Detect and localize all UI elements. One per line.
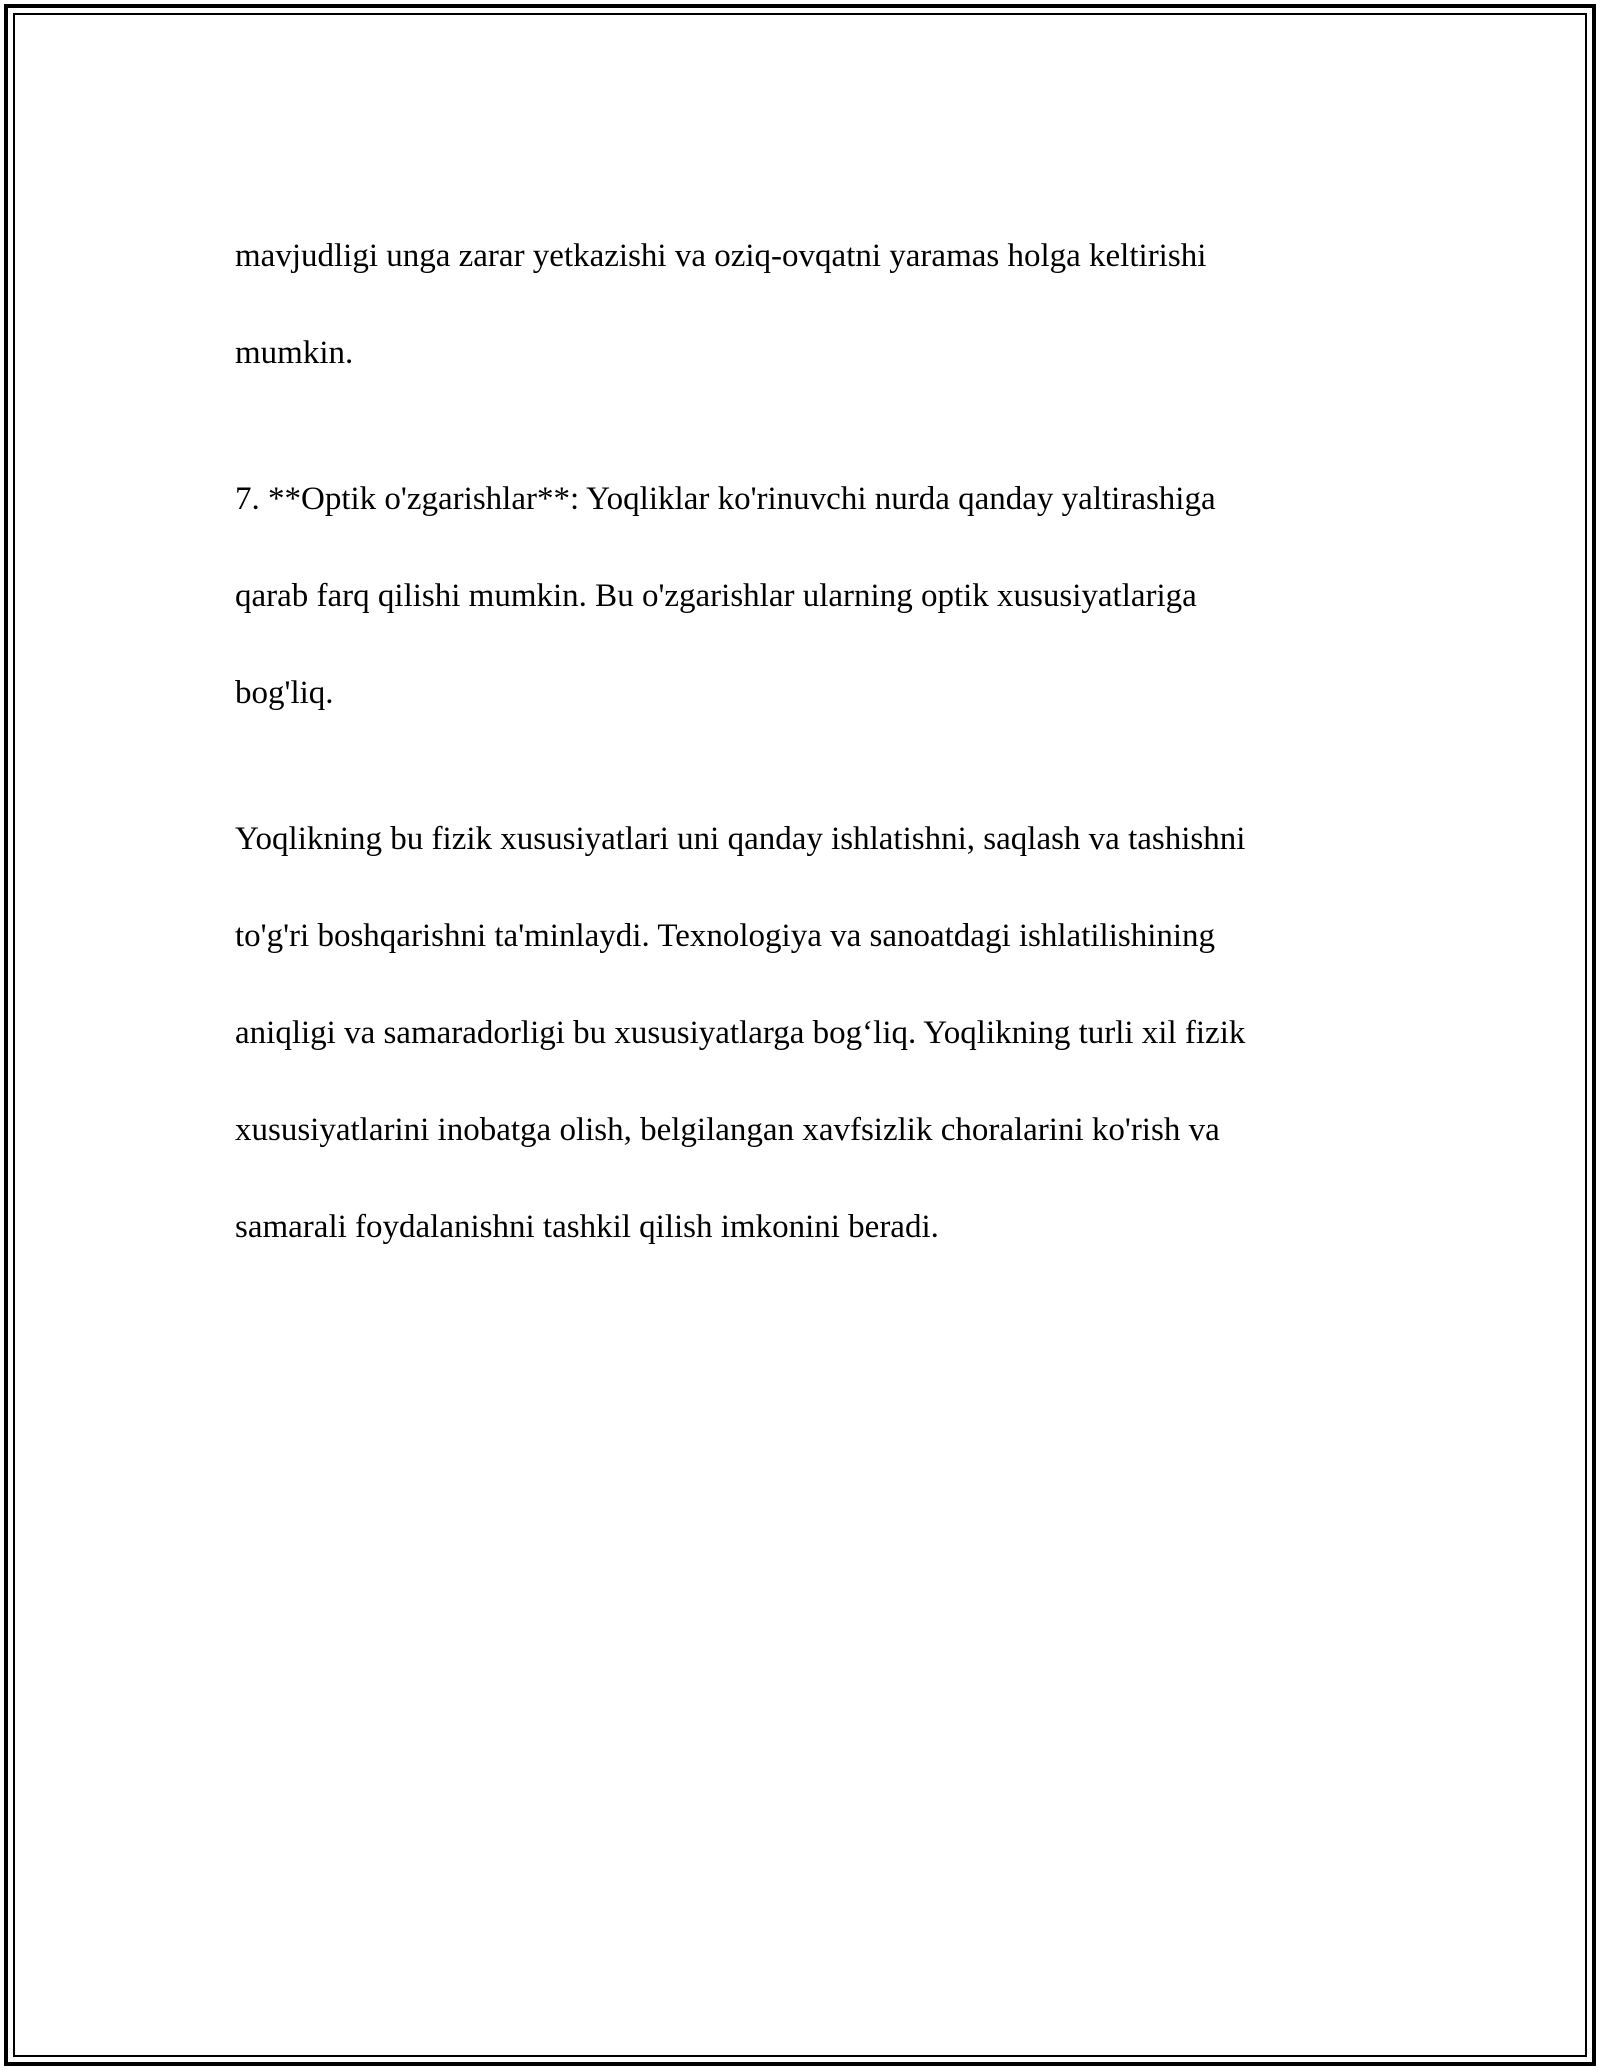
text-line: qarab farq qilishi mumkin. Bu o'zgarishlar ularning optik xususiyatlariga [235,577,1197,614]
paragraph-conclusion [235,766,1375,1251]
text-line: mavjudligi unga zarar yetkazishi va oziq-ovqatni yaramas holga keltirishi [235,237,1207,274]
paragraph-item-7 [235,426,1375,717]
text-line: 7. **Optik o'zgarishlar**: Yoqliklar ko'rinuvchi nurda qanday yaltirashiga [235,480,1216,517]
text-line: to'g'ri boshqarishni ta'minlaydi. Texnologiya va sanoatdagi ishlatilishining [235,917,1216,954]
text-line: bog'liq. [235,674,334,711]
text-line: aniqligi va samaradorligi bu xususiyatlarga bog‘liq. Yoqlikning turli xil fizik [235,1014,1246,1051]
text-line: Yoqlikning bu fizik xususiyatlari uni qanday ishlatishni, saqlash va tashishni [235,820,1246,857]
document-body [235,183,1375,1300]
text-line: mumkin. [235,334,354,371]
paragraph-continuation [235,183,1375,377]
text-line: samarali foydalanishni tashkil qilish imkonini beradi. [235,1208,939,1245]
text-line: xususiyatlarini inobatga olish, belgilangan xavfsizlik choralarini ko'rish va [235,1111,1220,1148]
